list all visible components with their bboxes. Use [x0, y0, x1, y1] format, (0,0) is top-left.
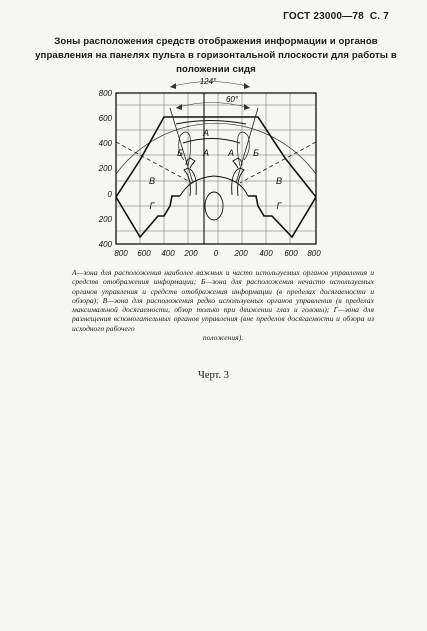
grid-frame — [116, 93, 316, 244]
zone-g-label-left: Г — [149, 201, 155, 211]
y-tick: 600 — [98, 114, 112, 123]
arrowhead-left-124 — [170, 83, 176, 89]
x-tick: 800 — [114, 249, 128, 258]
x-tick: 600 — [284, 249, 298, 258]
caption-last-line: положения). — [202, 333, 244, 343]
x-tick: 600 — [137, 249, 151, 258]
zone-g-label-right: Г — [276, 201, 282, 211]
x-tick: 400 — [161, 249, 175, 258]
x-tick: 200 — [184, 249, 198, 258]
zone-v-label-right: В — [275, 176, 283, 186]
y-tick: 0 — [107, 190, 112, 199]
hand-reach-contours — [179, 132, 250, 166]
sight-lines — [170, 108, 258, 183]
page-number: С. 7 — [369, 11, 389, 22]
angle-60-label: 60° — [225, 95, 239, 104]
operator-silhouette — [180, 158, 248, 220]
y-tick: 200 — [98, 164, 112, 173]
figure-number: Черт. 3 — [198, 370, 229, 381]
y-tick: 800 — [98, 89, 112, 98]
y-tick: 400 — [98, 139, 112, 148]
x-tick: 200 — [234, 249, 248, 258]
zone-a-label-mid-right: А — [227, 148, 235, 158]
zone-a-label-mid-left: А — [202, 148, 210, 158]
zone-b-label-right: Б — [253, 148, 259, 158]
zone-v-boundary — [116, 117, 316, 197]
zone-v-label-left: В — [148, 176, 156, 186]
arrowhead-right-124 — [244, 83, 250, 89]
x-tick: 800 — [307, 249, 321, 258]
x-tick: 400 — [259, 249, 273, 258]
y-tick: 400 — [98, 240, 112, 249]
zone-a-lower-arc — [183, 139, 240, 144]
caption-body: А—зона для расположения наиболее важных и часто используемых органов управления и средств отображения информации; Б—зона для расположения нечасто используемых органов управления и средств отображения информации (в пределах досягаемости и обзора); В—зона для расположения редко используемых органов управления (в пределах максимальной досягаемости, обзор только при движении глаз и головы); Г—зона для размещения вспомогательных органов управления (вне пределов досягаемости и обзора из исходного рабочего — [72, 268, 374, 333]
y-tick: 200 — [98, 215, 112, 224]
zone-b-label-left: Б — [177, 148, 183, 158]
figure-title: Зоны расположения средств отображения информации и органов управления на панелях пульта в горизонтальной плоскости для работы в положении сидя — [35, 36, 397, 75]
angle-124-label: 124° — [199, 77, 217, 86]
x-tick: 0 — [213, 249, 219, 258]
zone-a-label-top: А — [202, 128, 210, 138]
figure-caption — [72, 268, 374, 342]
standard-number: ГОСТ 23000—78 — [283, 11, 364, 22]
grid — [116, 93, 316, 244]
